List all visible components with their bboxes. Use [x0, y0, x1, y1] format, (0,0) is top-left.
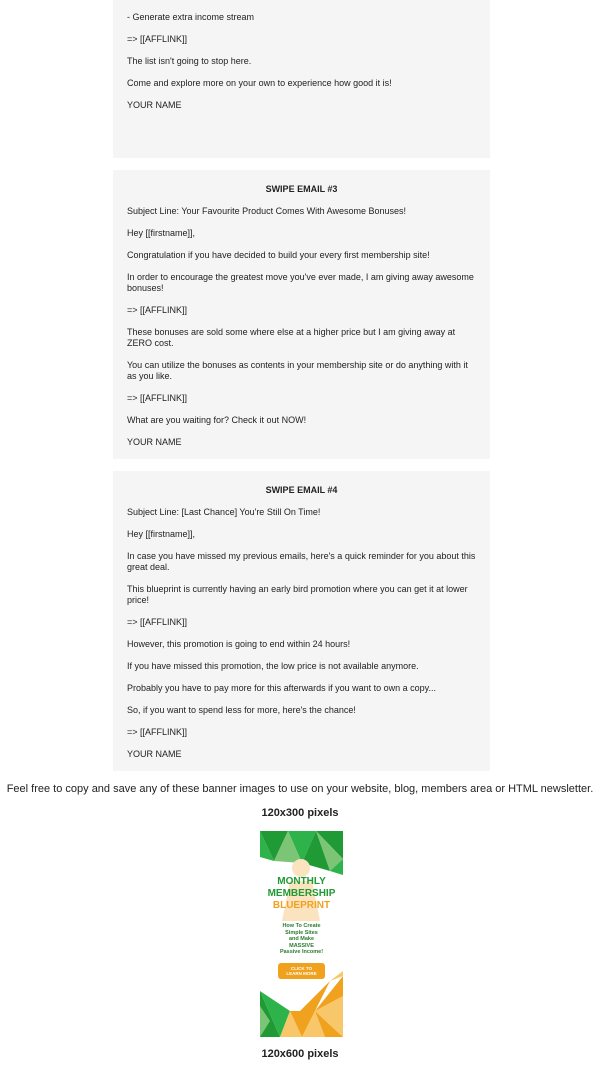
banner-size-label: 120x300 pixels — [261, 807, 339, 819]
swipe-email-card — [113, 0, 490, 158]
email-line: => [[AFFLINK]] — [127, 34, 188, 44]
email-line: If you have missed this promotion, the low price is not available anymore. — [127, 661, 419, 671]
email-line: => [[AFFLINK]] — [127, 305, 188, 315]
email-line: So, if you want to spend less for more, here's the chance! — [127, 705, 356, 715]
email-line: Probably you have to pay more for this afterwards if you want to own a copy... — [127, 683, 436, 693]
banner-button-line: CLICK TO — [290, 965, 313, 971]
email-line: YOUR NAME — [127, 100, 182, 110]
email-line: This blueprint is currently having an early bird promotion where you can get it at lower price! — [127, 584, 468, 605]
banner-note: Feel free to copy and save any of these banner images to use on your website, blog, members area or HTML newsletter. — [6, 783, 594, 795]
swipe-email-title: SWIPE EMAIL #3 — [265, 184, 338, 194]
banner-image-120x300[interactable] — [260, 831, 343, 1037]
banner-subtitle-line: Simple Sites — [285, 929, 318, 936]
email-line: You can utilize the bonuses as contents in your membership site or do anything with it as you like. — [127, 360, 468, 381]
banner-subtitle-line: How To Create — [282, 923, 321, 929]
banner-learn-more-button[interactable] — [278, 963, 325, 979]
banner-subtitle-line: and Make — [288, 936, 315, 942]
banner-title-line: BLUEPRINT — [272, 900, 331, 911]
banner-subtitle-line: MASSIVE — [289, 942, 314, 949]
email-line: YOUR NAME — [127, 437, 182, 447]
swipe-email-card — [113, 471, 490, 771]
email-line: => [[AFFLINK]] — [127, 617, 188, 627]
banner-subtitle-line: Passive Income! — [279, 949, 324, 955]
email-line: Hey [[firstname]], — [127, 529, 196, 539]
banner-button-line: LEARN MORE — [286, 971, 317, 976]
email-line: YOUR NAME — [127, 749, 182, 759]
email-line: These bonuses are sold some where else at a higher price but I am giving away at ZERO cost. — [127, 327, 456, 348]
email-line: What are you waiting for? Check it out NOW! — [127, 415, 307, 425]
email-line: The list isn't going to stop here. — [127, 56, 252, 66]
email-line: However, this promotion is going to end within 24 hours! — [127, 639, 351, 649]
email-line: Congratulation if you have decided to build your every first membership site! — [127, 250, 430, 260]
email-line: Hey [[firstname]], — [127, 228, 196, 238]
email-line: => [[AFFLINK]] — [127, 393, 188, 403]
email-line: - Generate extra income stream — [127, 12, 255, 22]
banner-title-line: MONTHLY — [277, 876, 326, 887]
banner-size-label: 120x600 pixels — [261, 1048, 339, 1060]
email-line: => [[AFFLINK]] — [127, 727, 188, 737]
swipe-email-title: SWIPE EMAIL #4 — [265, 485, 338, 495]
email-line: In order to encourage the greatest move you've ever made, I am giving away awesome bonuses! — [127, 272, 474, 293]
email-line: In case you have missed my previous emails, here's a quick reminder for you about this great deal. — [127, 551, 476, 572]
email-line: Subject Line: Your Favourite Product Comes With Awesome Bonuses! — [127, 206, 406, 216]
email-line: Subject Line: [Last Chance] You're Still On Time! — [127, 507, 321, 517]
banner-title-line: MEMBERSHIP — [267, 888, 336, 899]
email-line: Come and explore more on your own to experience how good it is! — [127, 78, 392, 88]
banner-subtitle — [260, 923, 343, 956]
swipe-email-card — [113, 170, 490, 459]
